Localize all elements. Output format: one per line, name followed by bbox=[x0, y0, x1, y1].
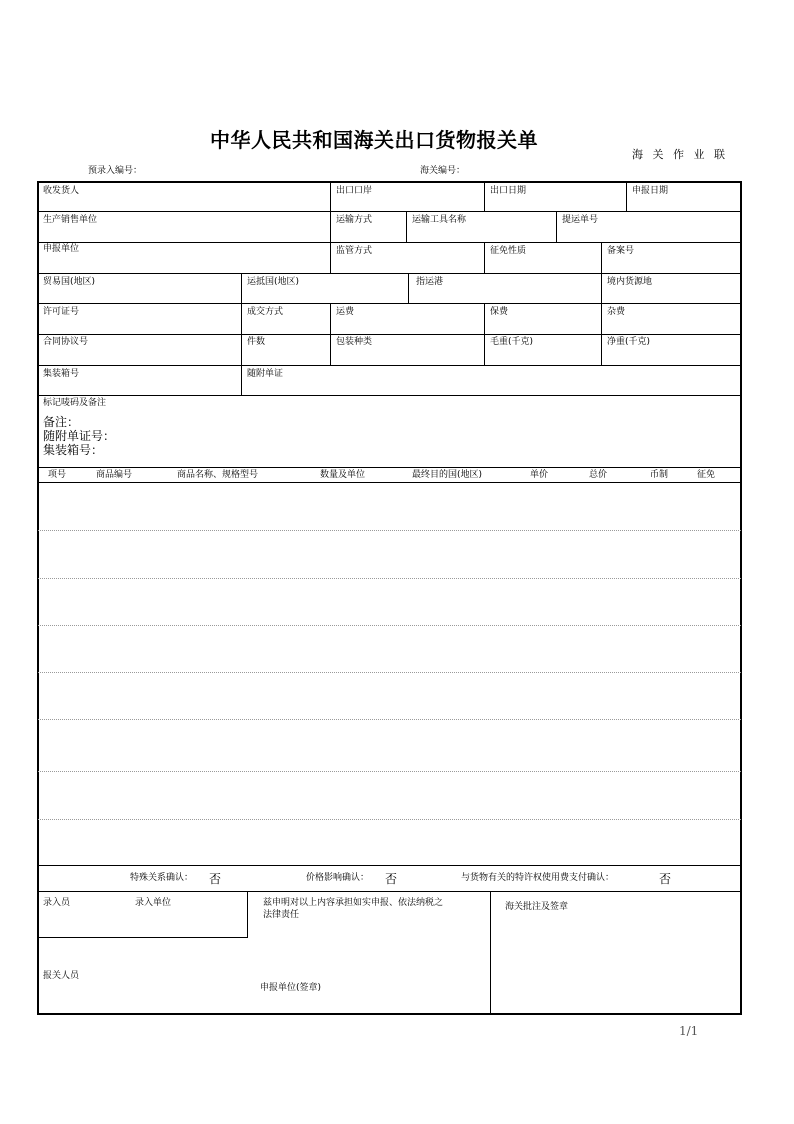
page-number: 1/1 bbox=[679, 1024, 699, 1038]
royalty-label: 与货物有关的特许权使用费支付确认： bbox=[461, 873, 615, 883]
col-quantity: 数量及单位 bbox=[320, 470, 366, 480]
field-marks: 标记唛码及备注 bbox=[43, 398, 107, 408]
field-bill-no: 提运单号 bbox=[562, 215, 599, 225]
customs-approval-label: 海关批注及签章 bbox=[505, 902, 569, 912]
col-unit-price: 单价 bbox=[530, 470, 549, 480]
broker-label: 报关人员 bbox=[43, 971, 80, 981]
entry-unit-label: 录入单位 bbox=[135, 898, 172, 908]
pre-entry-no-label: 预录入编号： bbox=[88, 166, 143, 176]
field-contract-no: 合同协议号 bbox=[43, 337, 89, 347]
remark-attached-docs: 随附单证号： bbox=[43, 429, 116, 443]
field-supervision-mode: 监管方式 bbox=[336, 246, 373, 256]
declarant-seal-label: 申报单位(签章) bbox=[260, 983, 322, 993]
price-impact-value: 否 bbox=[385, 872, 398, 886]
field-producer: 生产销售单位 bbox=[43, 215, 98, 225]
entry-clerk-label: 录入员 bbox=[43, 898, 71, 908]
field-declarant: 申报单位 bbox=[43, 244, 80, 254]
col-item-no: 项号 bbox=[48, 470, 67, 480]
field-transport-name: 运输工具名称 bbox=[412, 215, 467, 225]
col-hs-code: 商品编号 bbox=[96, 470, 133, 480]
field-trade-country: 贸易国(地区) bbox=[43, 277, 96, 287]
copy-name: 海 关 作 业 联 bbox=[632, 148, 728, 161]
field-package-type: 包装种类 bbox=[336, 337, 373, 347]
col-name-spec: 商品名称、规格型号 bbox=[177, 470, 259, 480]
field-export-date: 出口日期 bbox=[490, 186, 527, 196]
field-insurance: 保费 bbox=[490, 307, 509, 317]
remark-note: 备注： bbox=[43, 415, 80, 429]
field-dest-port: 指运港 bbox=[416, 277, 444, 287]
field-container-no: 集装箱号 bbox=[43, 369, 80, 379]
field-transaction-mode: 成交方式 bbox=[247, 307, 284, 317]
field-attached-docs: 随附单证 bbox=[247, 369, 284, 379]
field-declare-date: 申报日期 bbox=[632, 186, 669, 196]
col-currency: 币制 bbox=[650, 470, 669, 480]
field-transport-mode: 运输方式 bbox=[336, 215, 373, 225]
col-total-price: 总价 bbox=[589, 470, 608, 480]
special-relation-value: 否 bbox=[209, 872, 222, 886]
field-domestic-source: 境内货源地 bbox=[607, 277, 653, 287]
field-packages: 件数 bbox=[247, 337, 266, 347]
remark-container: 集装箱号： bbox=[43, 443, 104, 457]
field-license-no: 许可证号 bbox=[43, 307, 80, 317]
field-misc-fee: 杂费 bbox=[607, 307, 626, 317]
field-consignor: 收发货人 bbox=[43, 186, 80, 196]
field-gross-weight: 毛重(千克) bbox=[490, 337, 534, 347]
field-levy-nature: 征免性质 bbox=[490, 246, 527, 256]
col-levy: 征免 bbox=[697, 470, 716, 480]
field-freight: 运费 bbox=[336, 307, 355, 317]
col-dest-country: 最终目的国(地区) bbox=[412, 470, 483, 480]
declaration-text-2: 法律责任 bbox=[263, 910, 300, 920]
field-export-port: 出口口岸 bbox=[336, 186, 373, 196]
special-relation-label: 特殊关系确认： bbox=[130, 873, 194, 883]
page-title: 中华人民共和国海关出口货物报关单 bbox=[210, 128, 538, 152]
royalty-value: 否 bbox=[659, 872, 672, 886]
field-record-no: 备案号 bbox=[607, 246, 635, 256]
customs-no-label: 海关编号： bbox=[420, 166, 466, 176]
declaration-text-1: 兹申明对以上内容承担如实申报、依法纳税之 bbox=[263, 898, 444, 908]
price-impact-label: 价格影响确认： bbox=[306, 873, 370, 883]
field-dest-country: 运抵国(地区) bbox=[247, 277, 300, 287]
field-net-weight: 净重(千克) bbox=[607, 337, 651, 347]
